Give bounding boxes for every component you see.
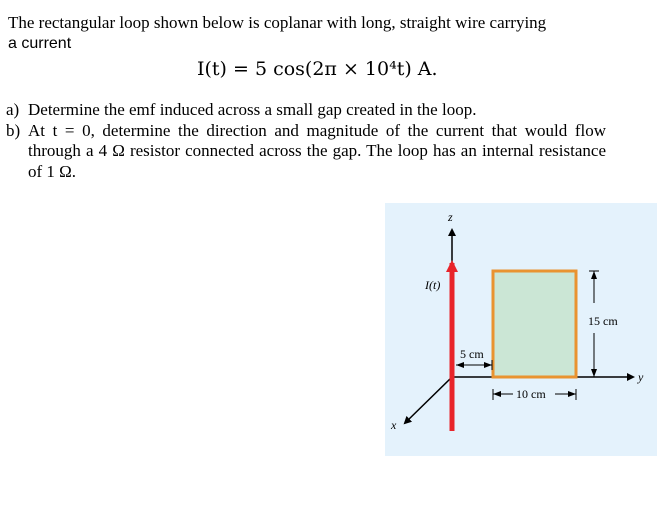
width-arrow-left <box>493 391 501 397</box>
wire-loop-diagram <box>385 203 657 456</box>
problem-intro <box>8 12 648 54</box>
width-arrow-right <box>568 391 576 397</box>
gap-dimension-label: 5 cm <box>460 347 484 361</box>
width-dimension-label: 10 cm <box>516 387 546 401</box>
intro-line-1: The rectangular loop shown below is coplanar with long, straight wire carrying <box>8 13 547 32</box>
question-b-text: At t = 0, determine the direction and magnitude of the current that would flow through a 4 Ω resistor connected across the gap. The loop has an internal resistance of 1 Ω. <box>28 120 606 181</box>
height-arrow-top <box>591 271 597 279</box>
gap-arrow-right <box>484 362 492 368</box>
height-arrow-bottom <box>591 369 597 377</box>
question-b <box>6 121 606 183</box>
x-axis-label: x <box>391 418 397 432</box>
x-axis <box>405 377 452 423</box>
intro-line-2: a current <box>8 35 72 52</box>
question-a-label: a) <box>6 100 20 119</box>
diagram-svg <box>385 203 657 456</box>
current-equation: I(t) = 5 cos(2π × 10⁴t) A. <box>197 58 438 80</box>
rectangular-loop <box>493 271 576 377</box>
question-list <box>6 100 606 182</box>
question-b-label: b) <box>6 120 21 140</box>
current-label: I(t) <box>425 278 441 292</box>
gap-arrow-left <box>456 362 464 368</box>
question-a-text: Determine the emf induced across a small gap created in the loop. <box>28 100 477 119</box>
height-dimension-label: 15 cm <box>588 314 618 328</box>
question-a <box>6 100 606 121</box>
y-axis-label: y <box>638 370 644 384</box>
z-axis-label: z <box>448 210 453 224</box>
